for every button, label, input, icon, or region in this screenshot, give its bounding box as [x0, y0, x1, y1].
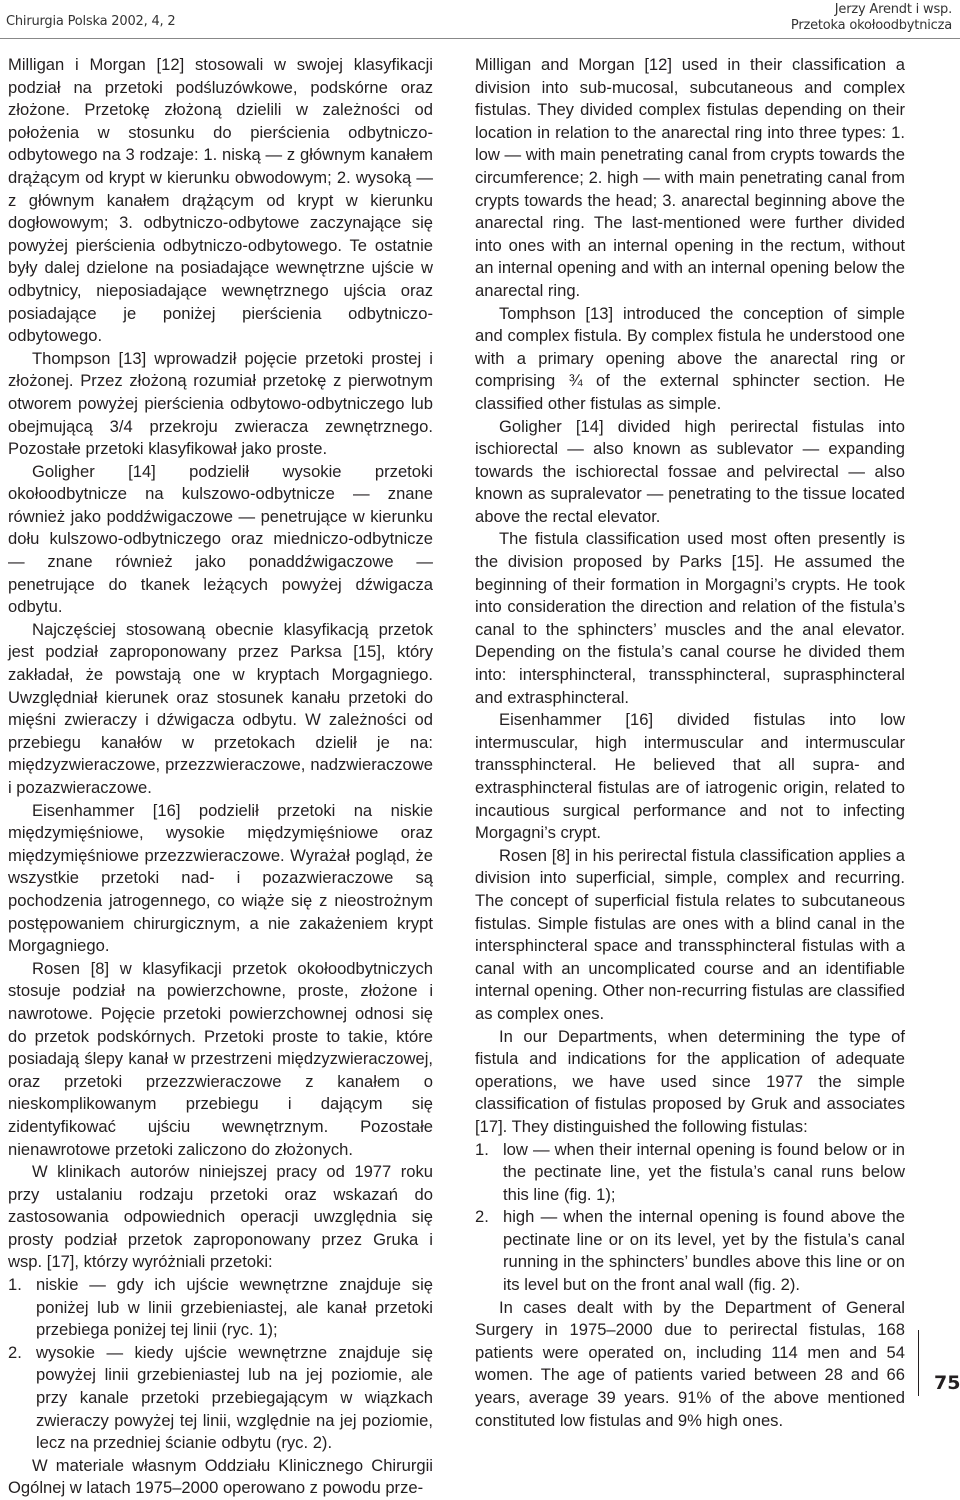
- paragraph: The fistula classification used most often presently is the division proposed by Parks [15]. He assumed the beginning of their formation in Morgagni’s crypts. He took into consideration the direction and relation of the fistula’s canal to the sphincters’ muscles and the anal elevator. Depending on the fistula’s canal course he divided them into: intersphincteral, transsphincteral, suprasphincteral and extrasphincteral.: [475, 529, 905, 707]
- list-number: 1.: [475, 1139, 489, 1159]
- running-authors: Jerzy Arendt i wsp.: [834, 2, 952, 17]
- paragraph: W klinikach autorów niniejszej pracy od 1977 roku przy ustalaniu rodzaju przetoki oraz wskazań do zastosowania odpowiednich operacji uwzględnia się prosty podział przetok zaproponowany przez Gruka i wsp. [17], którzy wyróżniali przetoki:: [8, 1162, 433, 1272]
- page-header: [0, 0, 960, 39]
- paragraph: Rosen [8] w klasyfikacji przetok okołoodbytniczych stosuje podział na powierzchowne, proste, złożone i nawrotowe. Pojęcie przetoki powierzchownej odnosi się do przetok podskórnych. Przetoki proste to takie, które posiadają ślepy kanał w przestrzeni międzyzwieraczowej, oraz przetoki przezzwieraczowe z kanałem o nieskomplikowanym przebiegu i dającym się zidentyfikować ujściu wewnętrznym. Pozostałe nienawrotowe przetoki zaliczono do złożonych.: [8, 958, 433, 1159]
- list-item-text: niskie — gdy ich ujście wewnętrzne znajduje się poniżej lub w linii grzebieniastej, ale kanał przetoki przebiega poniżej tej linii (ryc. 1);: [36, 1275, 433, 1340]
- fistula-type-list: [8, 1274, 433, 1455]
- list-item: [475, 1139, 905, 1207]
- paragraph: Thompson [13] wprowadził pojęcie przetoki prostej i złożonej. Przez złożoną rozumiał przetokę z pierwotnym otworem powyżej pierścienia odbytowo-odbytniczego lub obejmującą 3/4 przekroju zwieracza zewnętrznego. Pozostałe przetoki klasyfikował jako proste.: [8, 348, 433, 459]
- paragraph: Tomphson [13] introduced the conception of simple and complex fistula. By complex fistula he understood one with a primary opening above the anarectal ring or comprising ¾ of the external sphincter section. He classified other fistulas as simple.: [475, 303, 905, 413]
- fistula-type-list: [475, 1139, 905, 1297]
- page-number-rule: [918, 1330, 919, 1396]
- english-column: [475, 54, 905, 1430]
- paragraph: In cases dealt with by the Department of General Surgery in 1975–2000 due to perirectal fistulas, 168 patients were operated on, including 114 men and 54 women. The age of patients varied between 28 and 66 years, average 39 years. 91% of the above mentioned constituted low fistulas and 9% high ones.: [475, 1297, 905, 1430]
- paragraph: In our Departments, when determining the type of fistula and indications for the application of adequate operations, we have used since 1977 the simple classification of fistulas proposed by Gruk and associates [17]. They distinguished the following fistulas:: [475, 1026, 905, 1136]
- list-number: 2.: [8, 1342, 22, 1362]
- list-item-text: wysokie — kiedy ujście wewnętrzne znajduje się powyżej linii grzebieniastej lub na jej poziomie, ale przy kanale przetoki przebiegającym w wiązkach zwieraczy powyżej tej linii, względnie na jej poziomie, lecz na przedniej ścianie odbytu (ryc. 2).: [36, 1342, 433, 1453]
- paragraph: Rosen [8] in his perirectal fistula classification applies a division into superficial, simple, complex and recurring. The concept of superficial fistula relates to subcutaneous fistulas. Simple fistulas are ones with a blind canal in the intersphincteral space and transsphincteral fistulas with a canal with an uncomplicated course and an identifiable internal opening. Other non-recurring fistulas are classified as complex ones.: [475, 845, 905, 1023]
- list-number: 2.: [475, 1207, 489, 1227]
- list-item-text: low — when their internal opening is found below or in the pectinate line, yet the fistula’s canal runs below this line (fig. 1);: [503, 1139, 905, 1204]
- running-title: Przetoka okołoodbytnicza: [790, 18, 952, 33]
- list-item: [8, 1342, 433, 1455]
- paragraph: Milligan i Morgan [12] stosowali w swojej klasyfikacji podział na przetoki podśluzówkowe, podskórne oraz złożone. Przetokę złożoną dzielili w zależności od położenia w stosunku do pierścienia odbytniczo-odbytowego na 3 rodzaje: 1. niską — z głównym kanałem drążącym od krypt w kierunku obwodowym; 2. wysoką — z głównym kanałem drążącym od krypt w kierunku dogłowowym; 3. odbytniczo-odbytowe zaczynające się powyżej pierścienia odbytniczo-odbytowego. Te ostatnie były dalej dzielone na posiadające wewnętrzne ujście w odbytnicy, nieposiadające wewnętrznego ujścia oraz posiadające je poniżej pierścienia odbytniczo-odbytowego.: [8, 55, 433, 346]
- polish-column: [8, 54, 433, 1498]
- paragraph: Eisenhammer [16] podzielił przetoki na niskie międzymięśniowe, wysokie międzymięśniowe oraz międzymięśniowe przezzwieraczowe. Wyrażał pogląd, że wszystkie przetoki nad- i pozazwieraczowe są pochodzenia jatrogennego, co wiąże się z nieostrożnym postępowaniem chirurgicznym, a nie zakażeniem krypt Morgagniego.: [8, 800, 433, 956]
- paragraph: Milligan and Morgan [12] used in their classification a division into sub-mucosal, subcutaneous and complex fistulas. They divided complex fistulas depending on their location in relation to the anarectal ring into three types: 1. low — with main penetrating canal from crypts towards the circumference; 2. high — with main penetrating canal from crypts towards the head; 3. anarectal beginning above the anarectal ring. The last-mentioned were further divided into ones with an internal opening in the rectum, without an internal opening and with an internal opening below the anarectal ring.: [475, 55, 905, 300]
- list-item-text: high — when the internal opening is found above the pectinate line or on its level, yet by the fistula’s canal running in the sphincters’ bundles above this line or on its level but on the front anal wall (fig. 2).: [503, 1207, 905, 1295]
- list-item: [475, 1206, 905, 1296]
- list-item: [8, 1274, 433, 1342]
- paragraph: W materiale własnym Oddziału Klinicznego Chirurgii Ogólnej w latach 1975–2000 operowano z powodu prze-: [8, 1455, 433, 1498]
- page-number: 75: [934, 1372, 960, 1394]
- paragraph: Najczęściej stosowaną obecnie klasyfikacją przetok jest podział zaproponowany przez Parksa [15], który zakładał, że powstają one w kryptach Morgagniego. Uwzględniał kierunek oraz stosunek kanału przetoki do mięśni zwieraczy i dźwigacza odbytu. W zależności od przebiegu kanałów w przetokach dzielił je na: międzyzwieraczowe, przezzwieraczowe, nadzwieraczowe i pozazwieraczowe.: [8, 619, 433, 797]
- journal-reference: Chirurgia Polska 2002, 4, 2: [6, 14, 176, 29]
- paragraph: Goligher [14] divided high perirectal fistulas into ischiorectal — also known as sublevator — expanding towards the ischiorectal fossae and pelvirectal — also known as supralevator — penetrating to the tissue located above the rectal elevator.: [475, 416, 905, 526]
- paragraph: Goligher [14] podzielił wysokie przetoki okołoodbytnicze na kulszowo-odbytnicze — znane również jako poddźwigaczowe — penetrujące w kierunku dołu kulszowo-odbytniczego oraz miedniczo-odbytnicze — znane również jako ponaddźwigaczowe — penetrujące do tkanek leżących powyżej dźwigacza odbytu.: [8, 461, 433, 617]
- paragraph: Eisenhammer [16] divided fistulas into low intermuscular, high intermuscular and intermuscular transsphincteral. He believed that all supra- and extrasphincteral fistulas are of iatrogenic origin, related to incautious surgical performance and not to infecting Morgagni’s crypt.: [475, 710, 905, 843]
- list-number: 1.: [8, 1275, 22, 1295]
